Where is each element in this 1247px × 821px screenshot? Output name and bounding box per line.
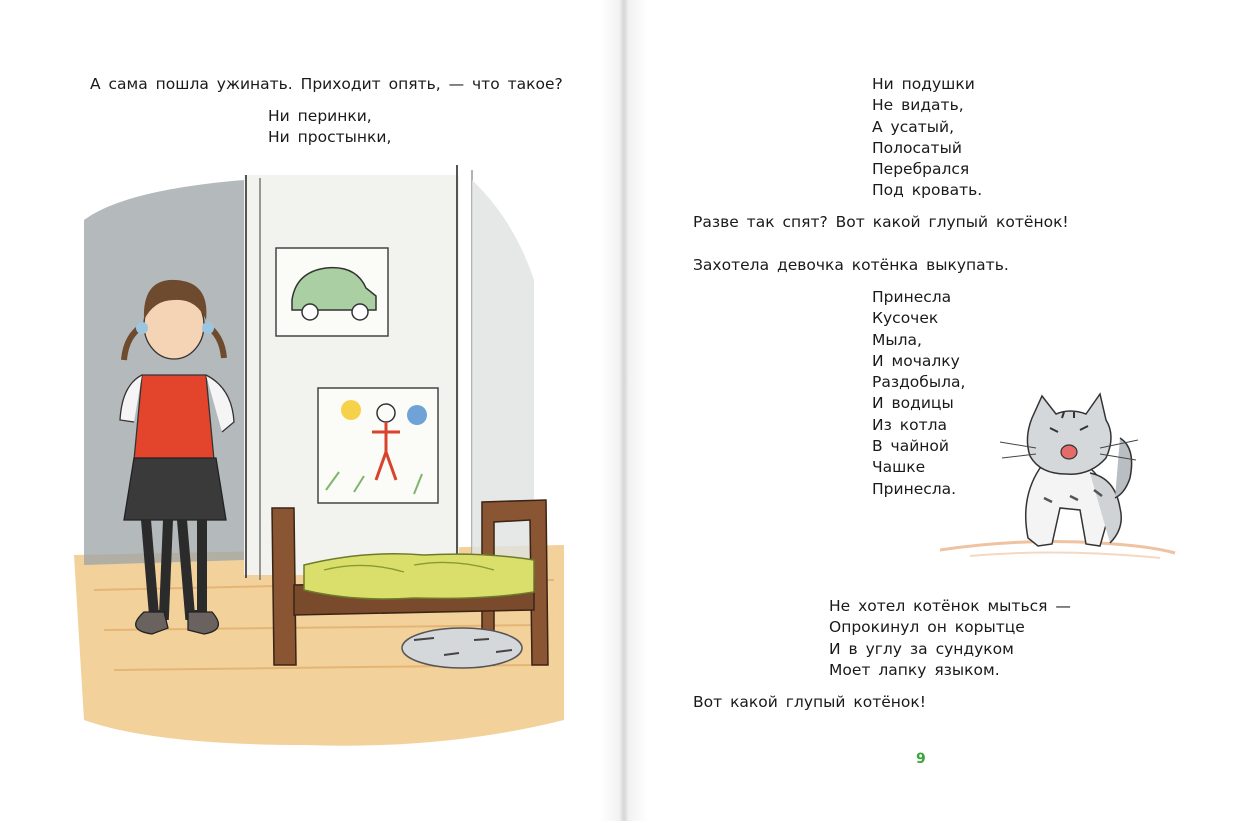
- stanza-line: Полосатый: [872, 138, 962, 157]
- stanza-line: Принесла: [872, 288, 952, 306]
- right-text-line: Захотела девочка котёнка выкупать.: [693, 256, 1009, 274]
- stanza-line: Не хотел котёнок мыться —: [829, 597, 1071, 615]
- stanza-line: Перебрался: [872, 160, 970, 179]
- right-text-line: Вот какой глупый котёнок!: [693, 693, 926, 711]
- kitten-illustration: [940, 378, 1180, 578]
- stanza-line: Под кровать.: [872, 181, 983, 200]
- stanza-line: Принесла.: [872, 479, 957, 498]
- stanza-line: И в углу за сундуком: [829, 639, 1014, 658]
- left-text-line: А сама пошла ужинать. Приходит опять, — что такое?: [90, 75, 563, 93]
- right-stanza-3: [829, 596, 1071, 681]
- stanza-line: Не видать,: [872, 96, 964, 115]
- stanza-line: Опрокинул он корытце: [829, 618, 1025, 637]
- stanza-line: Ни перинки,: [268, 107, 372, 125]
- stanza-line: Чашке: [872, 458, 926, 477]
- stanza-line: Из котла: [872, 415, 948, 434]
- left-stanza: [268, 106, 391, 149]
- girl-bed-illustration: [64, 160, 574, 760]
- stanza-line: В чайной: [872, 437, 949, 456]
- stanza-line: Мыла,: [872, 330, 922, 349]
- stanza-line: И мочалку: [872, 351, 960, 370]
- right-stanza-1: [872, 74, 982, 202]
- stanza-line: Кусочек: [872, 309, 939, 328]
- stanza-line: А усатый,: [872, 117, 954, 136]
- page-number: 9: [916, 751, 926, 767]
- stanza-line: Раздобыла,: [872, 373, 966, 392]
- right-text-line: Разве так спят? Вот какой глупый котёнок!: [693, 213, 1069, 231]
- stanza-line: Ни подушки: [872, 75, 975, 93]
- stanza-line: И водицы: [872, 394, 954, 413]
- stanza-line: Ни простынки,: [268, 128, 392, 147]
- left-page: [0, 0, 620, 821]
- stanza-line: Моет лапку языком.: [829, 660, 1000, 679]
